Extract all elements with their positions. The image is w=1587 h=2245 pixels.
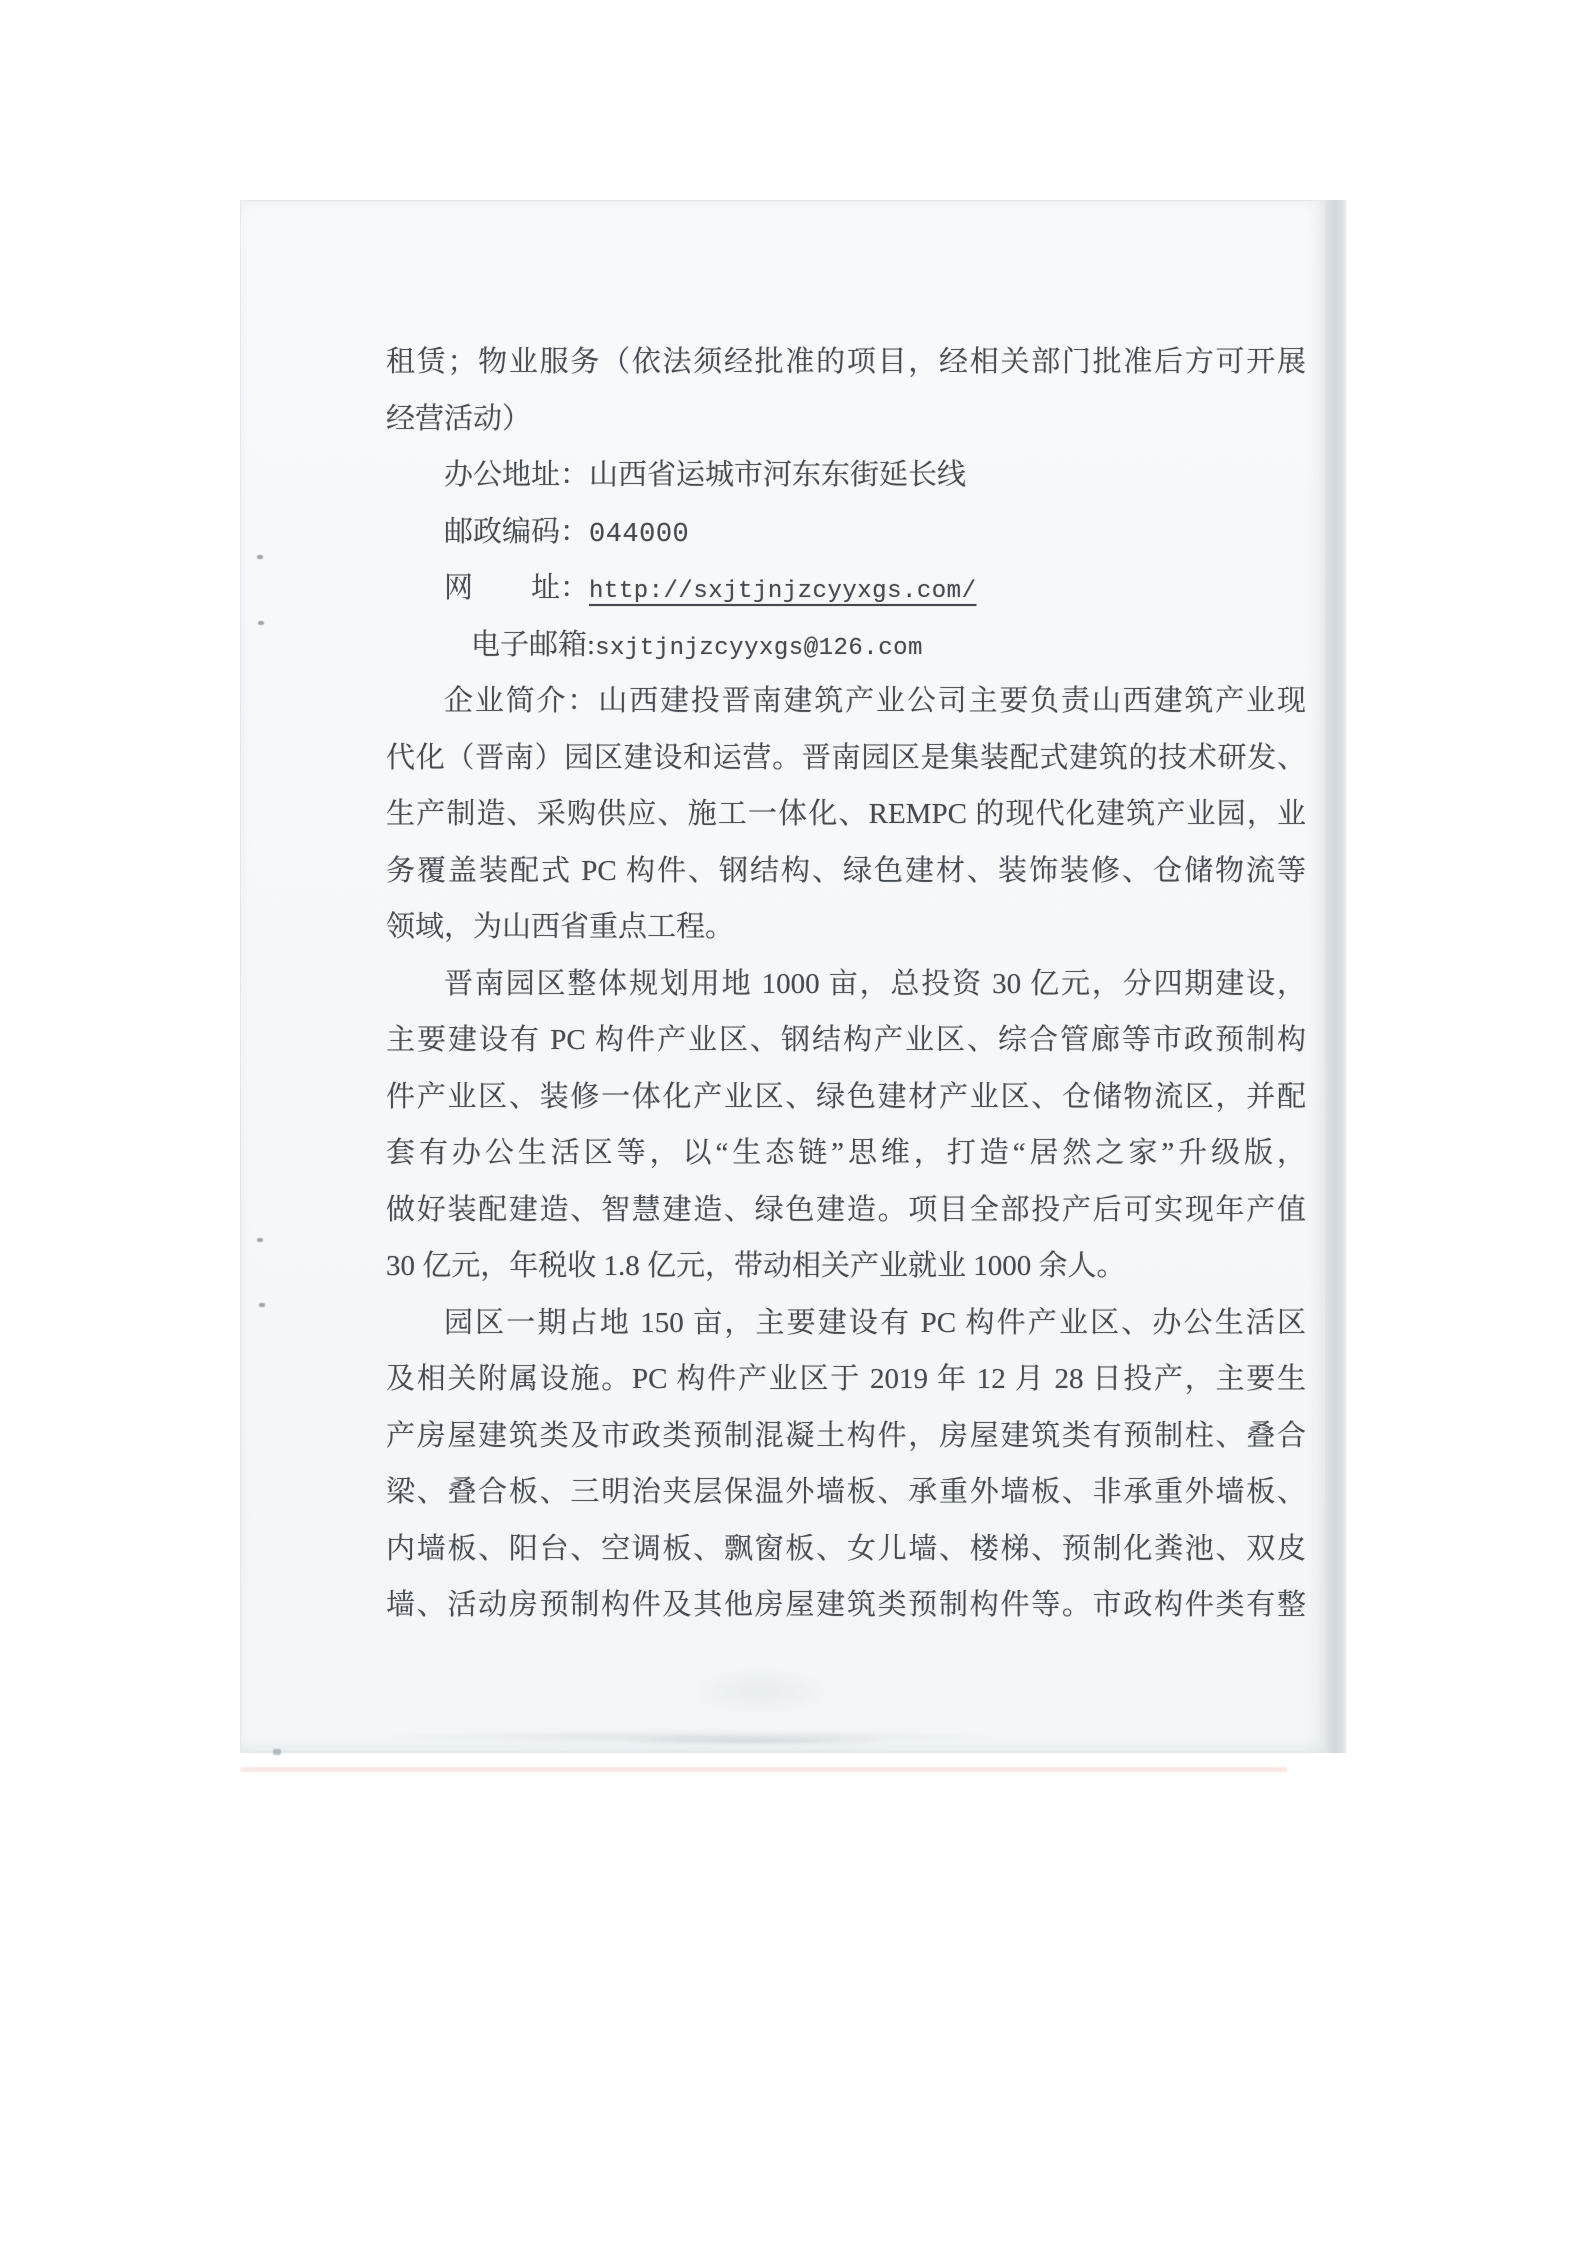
scan-speckle bbox=[258, 621, 264, 625]
faint-pink-line bbox=[240, 1767, 1287, 1772]
email-label: 电子邮箱: bbox=[471, 628, 596, 661]
business-scope-line: 经营活动） bbox=[386, 402, 532, 435]
text-line: 主要建设有 PC 构件产业区、钢结构产业区、综合管廊等市政预制构 bbox=[386, 1024, 1306, 1056]
email-line bbox=[386, 617, 1306, 674]
postal-code-value: 044000 bbox=[589, 519, 690, 550]
document-paper bbox=[240, 200, 1325, 1753]
text-line: 内墙板、阳台、空调板、飘窗板、女儿墙、楼梯、预制化粪池、双皮 bbox=[386, 1532, 1306, 1565]
website-url-link[interactable]: http://sxjtjnjzcyyxgs.com/ bbox=[589, 578, 977, 605]
phase-one-line: 园区一期占地 150 亩，主要建设有 PC 构件产业区、办公生活区 bbox=[444, 1306, 1306, 1339]
paper-right-edge bbox=[1325, 200, 1347, 1753]
company-intro-line: 企业简介：山西建投晋南建筑产业公司主要负责山西建筑产业现 bbox=[444, 685, 1306, 717]
text-line: 墙、活动房预制构件及其他房屋建筑类预制构件等。市政构件类有整 bbox=[386, 1589, 1306, 1621]
text-line: 套有办公生活区等，以“生态链”思维，打造“居然之家”升级版， bbox=[386, 1137, 1306, 1169]
scan-smudge bbox=[541, 1735, 961, 1747]
text-line: 务覆盖装配式 PC 构件、钢结构、绿色建材、装饰装修、仓储物流等 bbox=[386, 854, 1306, 887]
business-scope-line: 租赁；物业服务（依法须经批准的项目，经相关部门批准后方可开展 bbox=[386, 346, 1306, 378]
text-line: 代化（晋南）园区建设和运营。晋南园区是集装配式建筑的技术研发、 bbox=[386, 741, 1306, 774]
text-line: 及相关附属设施。PC 构件产业区于 2019 年 12 月 28 日投产，主要生 bbox=[386, 1363, 1306, 1395]
text-line: 件产业区、装修一体化产业区、绿色建材产业区、仓储物流区，并配 bbox=[386, 1080, 1306, 1113]
text-line: 生产制造、采购供应、施工一体化、REMPC 的现代化建筑产业园，业 bbox=[386, 798, 1306, 830]
text-line: 做好装配建造、智慧建造、绿色建造。项目全部投产后可实现年产值 bbox=[386, 1193, 1306, 1226]
scan-speckle bbox=[259, 1303, 265, 1307]
postal-code-line bbox=[386, 504, 1306, 561]
postal-code-label: 邮政编码： bbox=[444, 515, 590, 548]
park-plan-line: 晋南园区整体规划用地 1000 亩，总投资 30 亿元，分四期建设， bbox=[444, 967, 1306, 1000]
scan-speckle bbox=[257, 555, 263, 559]
email-value: sxjtjnjzcyyxgs@126.com bbox=[595, 634, 923, 662]
website-label: 网 址： bbox=[444, 572, 590, 604]
text-line: 领域，为山西省重点工程。 bbox=[386, 911, 735, 943]
text-line: 30 亿元，年税收 1.8 亿元，带动相关产业就业 1000 余人。 bbox=[386, 1250, 1126, 1282]
scan-speckle bbox=[273, 1749, 281, 1755]
document-text-block bbox=[386, 334, 1306, 1634]
scan-smudge bbox=[249, 1729, 1129, 1745]
text-line: 产房屋建筑类及市政类预制混凝土构件，房屋建筑类有预制柱、叠合 bbox=[386, 1419, 1306, 1452]
scan-smudge bbox=[661, 1656, 861, 1726]
website-line bbox=[386, 560, 1306, 617]
scan-speckle bbox=[257, 1238, 263, 1242]
office-address-line: 办公地址：山西省运城市河东东街延长线 bbox=[444, 459, 967, 491]
text-line: 梁、叠合板、三明治夹层保温外墙板、承重外墙板、非承重外墙板、 bbox=[386, 1476, 1306, 1508]
